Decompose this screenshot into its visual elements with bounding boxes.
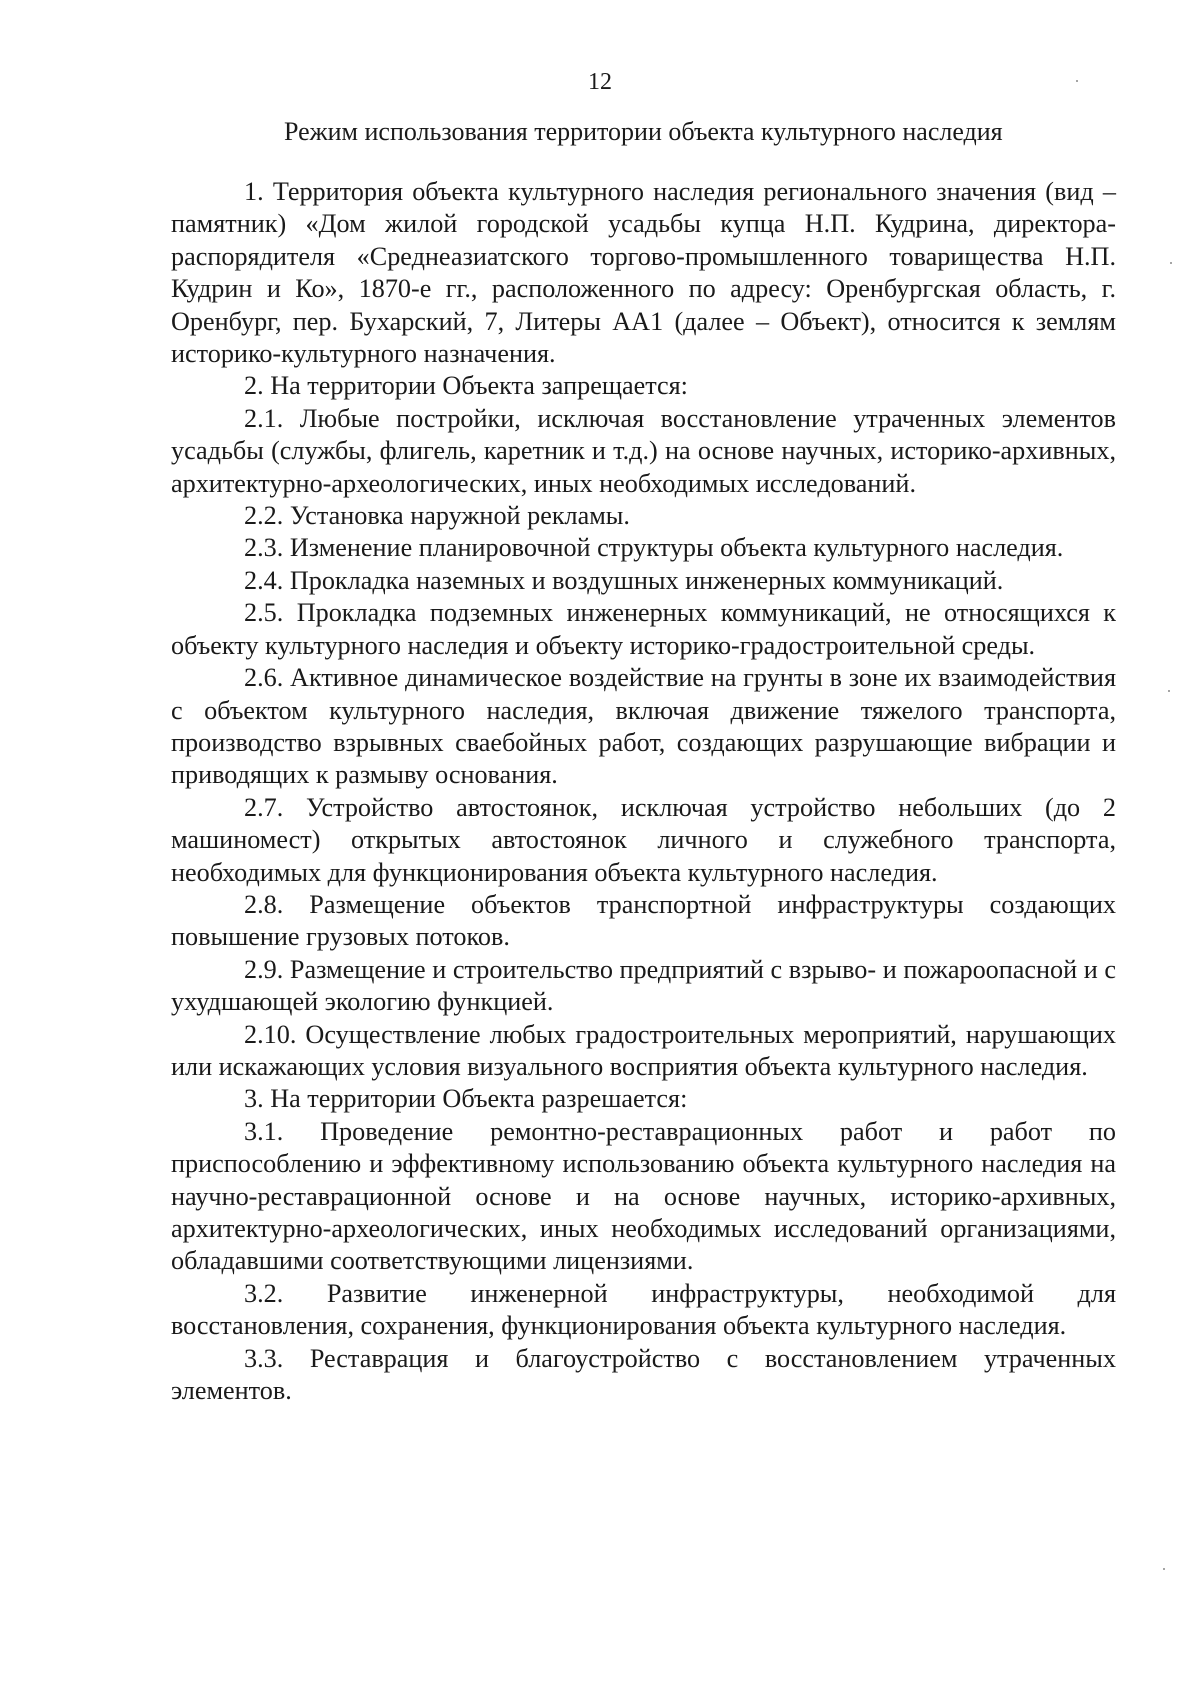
paragraph-2-2: 2.2. Установка наружной рекламы.: [244, 501, 630, 531]
scan-speck: [1163, 1568, 1165, 1570]
paragraph-2-3: 2.3. Изменение планировочной структуры объекта культурного наследия.: [244, 533, 1064, 563]
scan-speck: [1076, 80, 1078, 82]
paragraph-2-4: 2.4. Прокладка наземных и воздушных инженерных коммуникаций.: [244, 565, 1004, 595]
paragraph-2-8: 2.8. Размещение объектов транспортной инфраструктуры создающих повышение грузовых потоков.: [171, 889, 1116, 952]
paragraph-3: 3. На территории Объекта разрешается:: [244, 1084, 688, 1114]
paragraph-3-3: 3.3. Реставрация и благоустройство с восстановлением утраченных элементов.: [171, 1343, 1116, 1406]
paragraph-3-2: 3.2. Развитие инженерной инфраструктуры, необходимой для восстановления, сохранения, функционирования объекта культурного наследия.: [171, 1278, 1116, 1341]
paragraph-2: 2. На территории Объекта запрещается:: [244, 371, 688, 401]
section-title: Режим использования территории объекта культурного наследия: [284, 117, 1003, 146]
page-number: 12: [588, 69, 612, 95]
paragraph-2-6: 2.6. Активное динамическое воздействие на грунты в зоне их взаимодействия с объектом культурного наследия, включая движение тяжелого транспорта, производство взрывных сваебойных работ, создающих разрушающие вибрации и приводящих к размыву основания.: [171, 663, 1116, 790]
paragraph-2-9: 2.9. Размещение и строительство предприятий с взрыво- и пожароопасной и с ухудшающей экологию функцией.: [171, 954, 1116, 1017]
paragraph-2-1: 2.1. Любые постройки, исключая восстановление утраченных элементов усадьбы (службы, флигель, каретник и т.д.) на основе научных, историко-архивных, архитектурно-археологических, иных необходимых исследований.: [171, 403, 1116, 498]
document-body: [171, 176, 1116, 1407]
paragraph-2-5: 2.5. Прокладка подземных инженерных коммуникаций, не относящихся к объекту культурного наследия и объекту историко-градостроительной среды.: [171, 598, 1116, 660]
paragraph-3-1: 3.1. Проведение ремонтно-реставрационных работ и работ по приспособлению и эффективному использованию объекта культурного наследия на научно-реставрационной основе и на основе научных, историко-архивных, архитектурно-археологических, иных необходимых исследований организациями, обладавшими соответствующими лицензиями.: [171, 1116, 1116, 1276]
scan-speck: [1170, 262, 1172, 264]
paragraph-1: 1. Территория объекта культурного наследия регионального значения (вид – памятник) «Дом жилой городской усадьбы купца Н.П. Кудрина, директора-распорядителя «Среднеазиатского торгово-промышленного товарищества Н.П. Кудрин и Ко», 1870-е гг., расположенного по адресу: Оренбургская область, г. Оренбург, пер. Бухарский, 7, Литеры АА1 (далее – Объект), относится к землям историко-культурного назначения.: [171, 177, 1116, 369]
scan-speck: [1168, 690, 1170, 692]
paragraph-2-10: 2.10. Осуществление любых градостроительных мероприятий, нарушающих или искажающих условия визуального восприятия объекта культурного наследия.: [171, 1019, 1116, 1081]
paragraph-2-7: 2.7. Устройство автостоянок, исключая устройство небольших (до 2 машиномест) открытых автостоянок личного и служебного транспорта, необходимых для функционирования объекта культурного наследия.: [171, 792, 1116, 887]
